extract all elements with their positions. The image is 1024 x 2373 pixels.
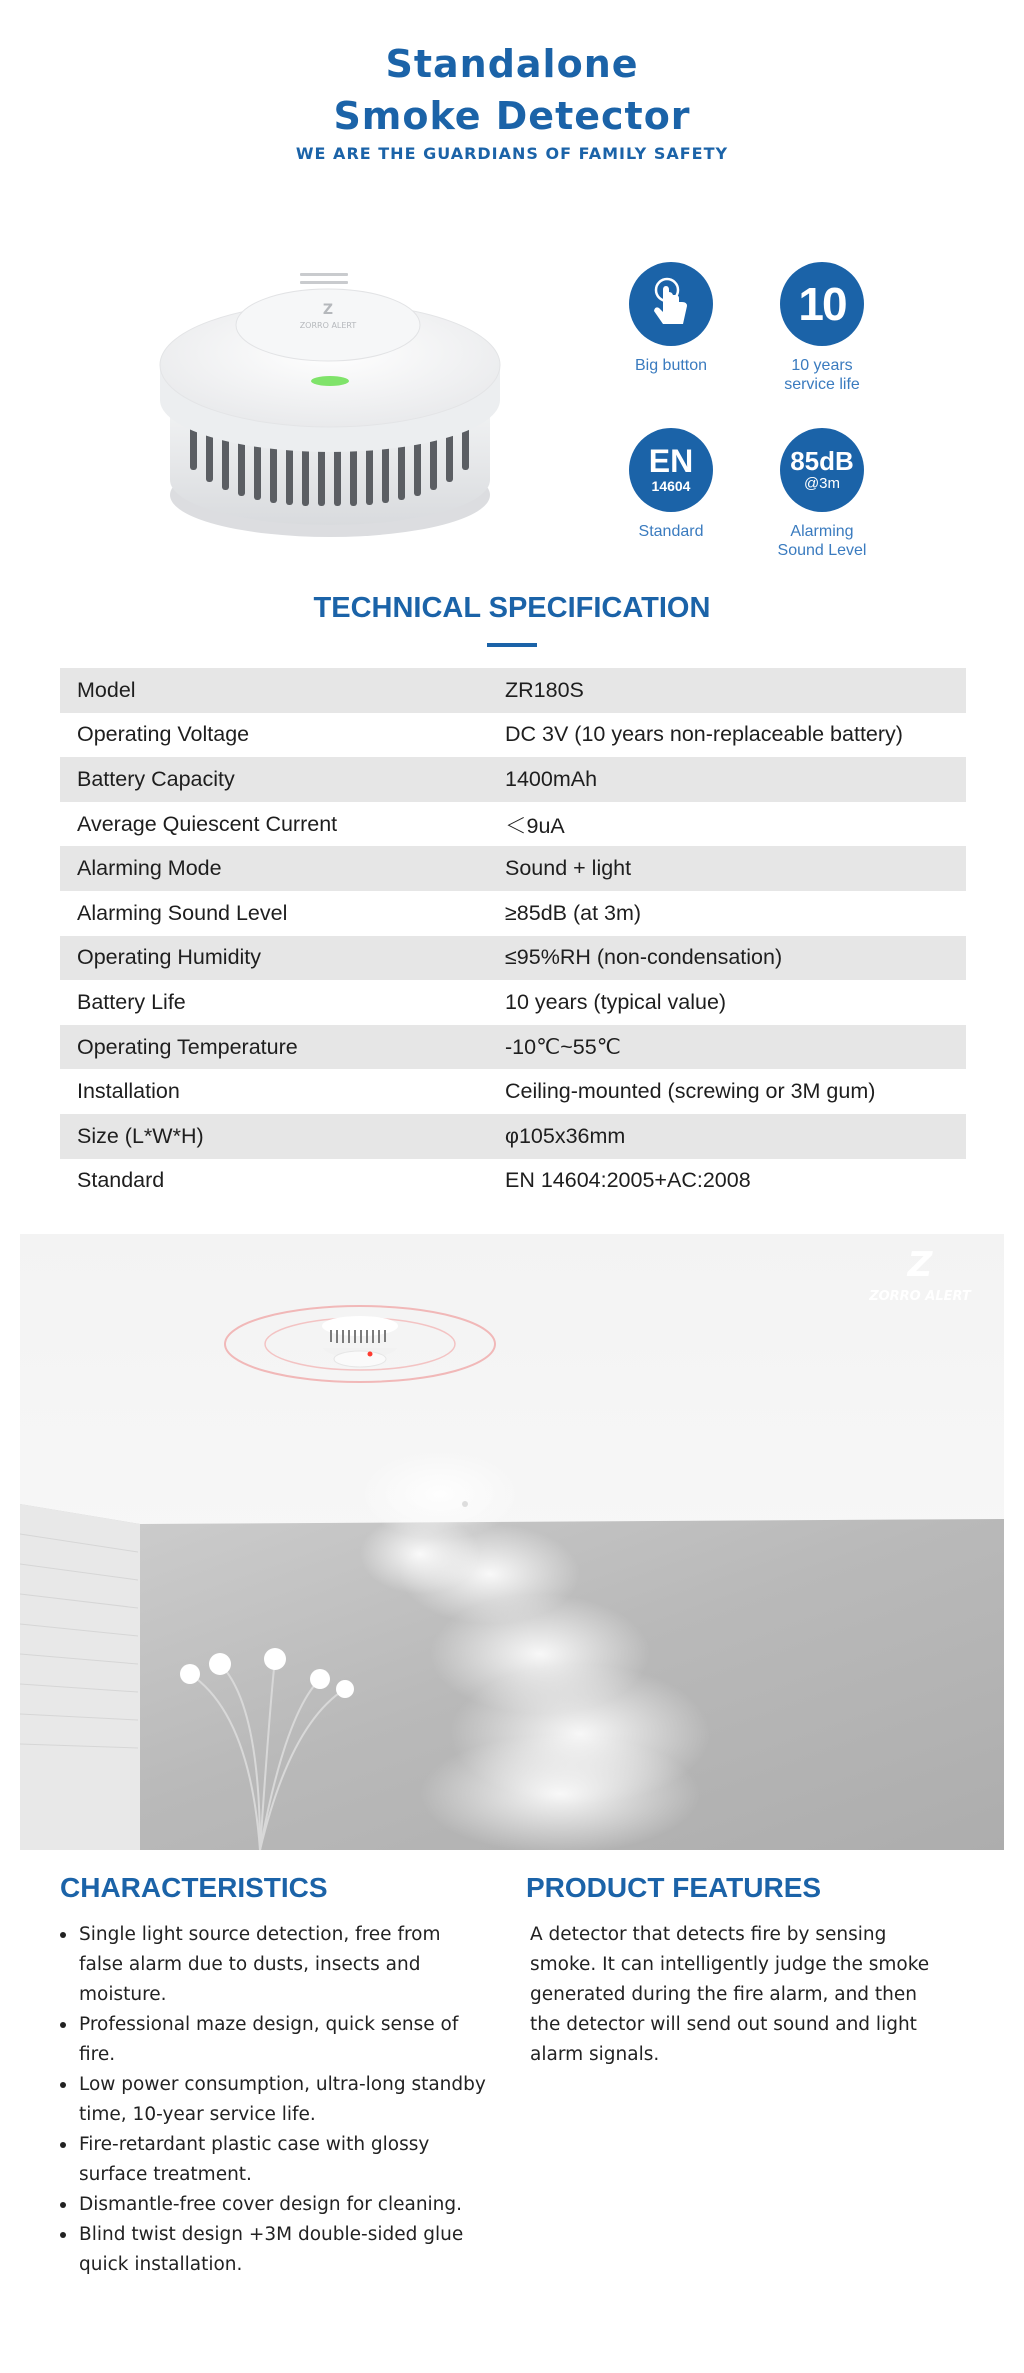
table-row: Battery Capacity 1400mAh — [60, 757, 966, 802]
badge-85db-icon: 85dB @3m — [780, 428, 864, 512]
characteristics-heading: CHARACTERISTICS — [60, 1872, 328, 1903]
title-line-2: Smoke Detector — [333, 94, 691, 138]
page-title — [0, 38, 1024, 142]
characteristics-list — [58, 1920, 488, 2280]
table-row: Battery Life 10 years (typical value) — [77, 989, 727, 1014]
svg-text:Z: Z — [322, 302, 334, 318]
table-row: Standard EN 14604:2005+AC:2008 — [77, 1168, 751, 1193]
product-features-text: A detector that detects fire by sensing smoke. It can intelligently judge the smoke generated during the fire alarm, and then the detector will send out sound and light alarm signals. — [530, 1924, 930, 2065]
room-scene-image — [20, 1234, 1004, 1850]
table-row: Alarming Mode Sound + light — [60, 846, 966, 891]
list-item: Single light source detection, free from false alarm due to dusts, insects and moisture. — [58, 1920, 488, 2010]
table-row: Average Quiescent Current ＜9uA — [77, 811, 565, 838]
finger-press-icon — [629, 262, 713, 346]
badge-en-icon: EN 14604 — [629, 428, 713, 512]
table-row: Operating Humidity ≤95%RH (non-condensation) — [60, 936, 966, 981]
spec-heading: TECHNICAL SPECIFICATION — [313, 592, 711, 624]
feature-big-button — [591, 262, 751, 375]
feature-service-life — [742, 262, 902, 394]
list-item: Low power consumption, ultra-long standby time, 10-year service life. — [58, 2070, 488, 2130]
product-logo-text: ZORRO ALERT — [299, 321, 357, 330]
page-subtitle: WE ARE THE GUARDIANS OF FAMILY SAFETY — [295, 144, 729, 163]
product-features-heading: PRODUCT FEATURES — [526, 1872, 822, 1903]
table-row: Operating Voltage DC 3V (10 years non-replaceable battery) — [77, 722, 903, 747]
list-item: Blind twist design +3M double-sided glue quick installation. — [58, 2220, 488, 2280]
watermark-logo: Z — [907, 1245, 933, 1285]
table-row: Model ZR180S — [60, 668, 966, 713]
feature-caption: Standard — [638, 523, 704, 540]
badge-10-icon: 10 — [780, 262, 864, 346]
feature-caption: Alarming Sound Level — [777, 523, 867, 559]
feature-caption: Big button — [634, 357, 708, 374]
table-row: Operating Temperature -10℃~55℃ — [60, 1025, 966, 1070]
table-row: Alarming Sound Level ≥85dB (at 3m) — [77, 900, 642, 925]
title-line-1: Standalone — [385, 42, 639, 86]
watermark-text: ZORRO ALERT — [869, 1289, 971, 1304]
feature-standard — [591, 428, 751, 541]
spec-table — [60, 668, 966, 1203]
table-row: Size (L*W*H) φ105x36mm — [60, 1114, 966, 1159]
feature-caption: 10 years service life — [784, 357, 860, 393]
list-item: Professional maze design, quick sense of fire. — [58, 2010, 488, 2070]
list-item: Dismantle-free cover design for cleaning. — [58, 2190, 488, 2220]
spec-heading-underline — [487, 643, 537, 647]
list-item: Fire-retardant plastic case with glossy surface treatment. — [58, 2130, 488, 2190]
product-image — [110, 250, 550, 560]
feature-sound-level — [742, 428, 902, 560]
table-row: Installation Ceiling-mounted (screwing or 3M gum) — [77, 1079, 876, 1104]
